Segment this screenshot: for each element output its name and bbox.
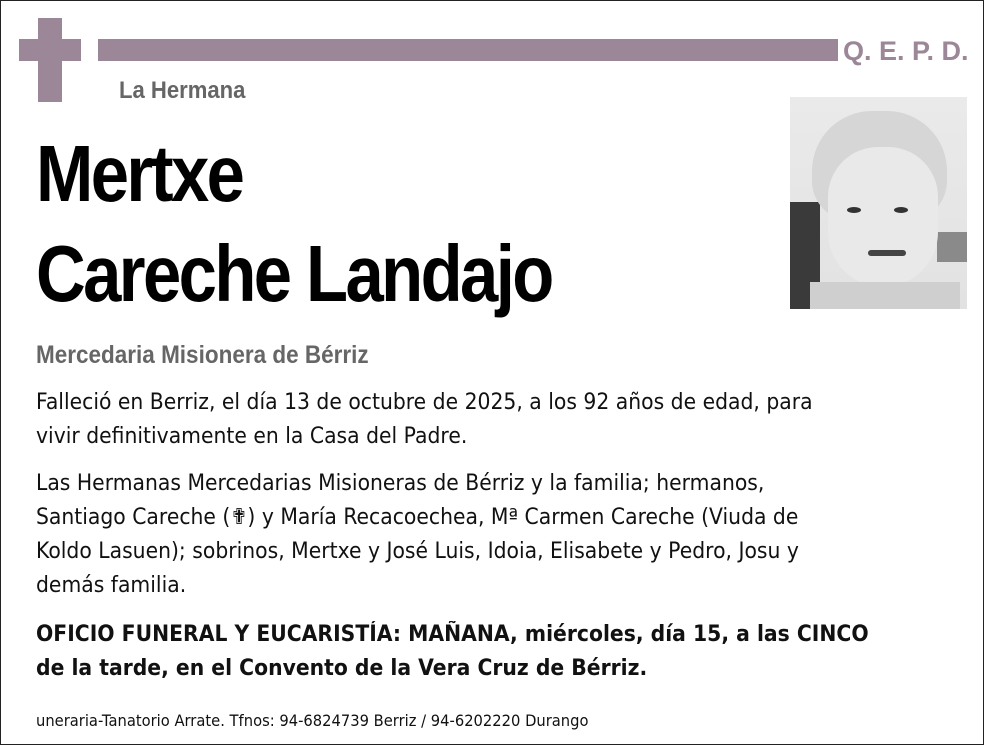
deceased-subtitle: Mercedaria Misionera de Bérriz [36, 341, 369, 369]
text-line: demás familia. [36, 573, 187, 598]
text-line: vivir definitivamente en la Casa del Padre. [36, 424, 468, 449]
photo-eye [847, 207, 861, 213]
funeral-service-info [36, 618, 961, 686]
qepd-label: Q. E. P. D. [843, 36, 969, 66]
cross-icon-bar [19, 39, 81, 61]
deceased-first-name: Mertxe [36, 129, 243, 218]
death-announcement [36, 386, 961, 454]
photo-background [937, 232, 967, 262]
text-line: Koldo Lasuen); sobrinos, Mertxe y José Luis, Idoia, Elisabete y Pedro, Josu y [36, 539, 799, 564]
photo-mouth [868, 250, 906, 256]
text-line: de la tarde, en el Convento de la Vera Cruz de Bérriz. [36, 656, 648, 681]
photo-face [828, 147, 938, 287]
header-rule [98, 39, 838, 61]
text-line: Las Hermanas Mercedarias Misioneras de Bérriz y la familia; hermanos, [36, 471, 765, 496]
deceased-surnames: Careche Landajo [36, 229, 552, 318]
portrait-photo [790, 97, 967, 309]
text-line: OFICIO FUNERAL Y EUCARISTÍA: MAÑANA, miércoles, día 15, a las CINCO [36, 622, 869, 647]
text-line: Santiago Careche (✟) y María Recacoechea, Mª Carmen Careche (Viuda de [36, 505, 799, 530]
photo-eye [894, 207, 908, 213]
text-line: Falleció en Berriz, el día 13 de octubre de 2025, a los 92 años de edad, para [36, 390, 813, 415]
photo-collar [810, 282, 960, 309]
relation-label: La Hermana [119, 77, 246, 104]
funeral-home-contact: uneraria-Tanatorio Arrate. Tfnos: 94-6824739 Berriz / 94-6202220 Durango [36, 711, 589, 730]
family-mourners [36, 467, 961, 603]
